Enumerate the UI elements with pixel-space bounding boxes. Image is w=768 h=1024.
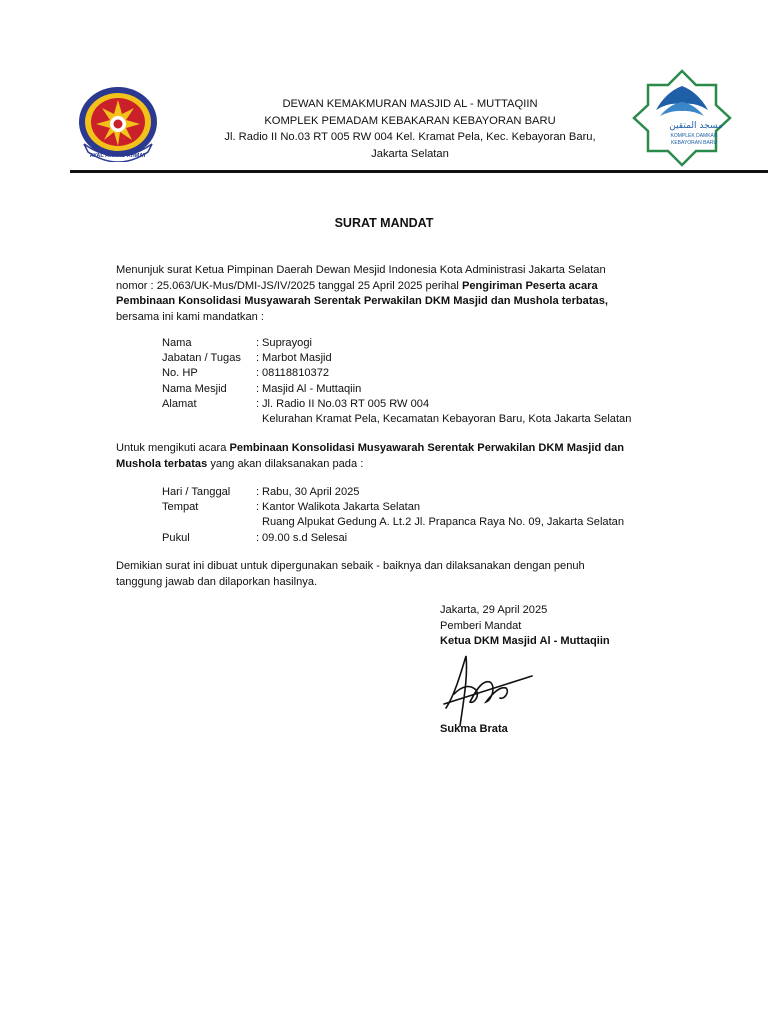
signer-name: Sukma Brata: [440, 723, 508, 735]
mandate-details: [162, 336, 631, 427]
org-address: Jl. Radio II No.03 RT 005 RW 004 Kel. Kramat Pela, Kec. Kebayoran Baru,: [224, 131, 596, 143]
letter-title: SURAT MANDAT: [334, 216, 434, 230]
svg-text:مسجد المتقين: مسجد المتقين: [669, 121, 723, 131]
signature-block: [440, 603, 610, 650]
svg-text:KEBAYORAN BARU: KEBAYORAN BARU: [670, 140, 718, 146]
letterhead-divider: [70, 170, 768, 173]
event-row: Hari / Tanggal : Rabu, 30 April 2025: [162, 486, 360, 498]
fire-department-emblem-logo: [76, 86, 160, 162]
event-row: Ruang Alpukat Gedung A. Lt.2 Jl. Prapanca Raya No. 09, Jakarta Selatan: [262, 516, 625, 529]
event-details: [162, 485, 624, 546]
detail-row: Jabatan / Tugas : Marbot Masjid: [162, 352, 332, 365]
intro-paragraph: Menunjuk surat Ketua Pimpinan Daerah Dewan Mesjid Indonesia Kota Administrasi Jakarta Selatan nomor : 25.063/UK-Mus/DMI-JS/IV/2025 tanggal 25 April 2025 perihal Pengiriman Peserta acara Pembinaan Konsolidasi Musyawarah Serentak Perwakilan DKM Masjid dan Mushola terbatas, bersama ini kami mandatkan :: [116, 264, 608, 323]
signer-role: Pemberi Mandat: [440, 619, 522, 632]
event-row: Pukul : 09.00 s.d Selesai: [162, 531, 348, 544]
letterhead-address: [190, 96, 630, 162]
place-date: Jakarta, 29 April 2025: [440, 604, 548, 616]
detail-row: Nama : Suprayogi: [162, 337, 312, 349]
org-city: Jakarta Selatan: [371, 147, 449, 160]
org-complex: KOMPLEK PEMADAM KEBAKARAN KEBAYORAN BARU: [264, 114, 556, 127]
closing-paragraph: Demikian surat ini dibuat untuk dipergunakan sebaik - baiknya dan dilaksanakan dengan penuh tanggung jawab dan dilaporkan hasilnya.: [116, 560, 585, 588]
detail-row: Nama Mesjid : Masjid Al - Muttaqiin: [162, 382, 362, 395]
signer-position: Ketua DKM Masjid Al - Muttaqiin: [440, 635, 610, 648]
detail-row: No. HP : 08118810372: [162, 367, 330, 380]
detail-row: Kelurahan Kramat Pela, Kecamatan Kebayoran Baru, Kota Jakarta Selatan: [262, 413, 632, 426]
detail-row: Alamat : Jl. Radio II No.03 RT 005 RW 004: [162, 397, 430, 410]
event-row: Tempat : Kantor Walikota Jakarta Selatan: [162, 501, 421, 514]
svg-text:KOMPLEK DAMKAR: KOMPLEK DAMKAR: [670, 133, 718, 139]
org-name: DEWAN KEMAKMURAN MASJID AL - MUTTAQIIN: [282, 98, 538, 110]
mosque-logo: [626, 68, 738, 168]
event-intro-paragraph: Untuk mengikuti acara Pembinaan Konsolidasi Musyawarah Serentak Perwakilan DKM Masjid dan Mushola terbatas yang akan dilaksanakan pada :: [116, 442, 625, 470]
svg-text:AYAL AWARD AHMAT: AYAL AWARD AHMAT: [89, 153, 147, 159]
